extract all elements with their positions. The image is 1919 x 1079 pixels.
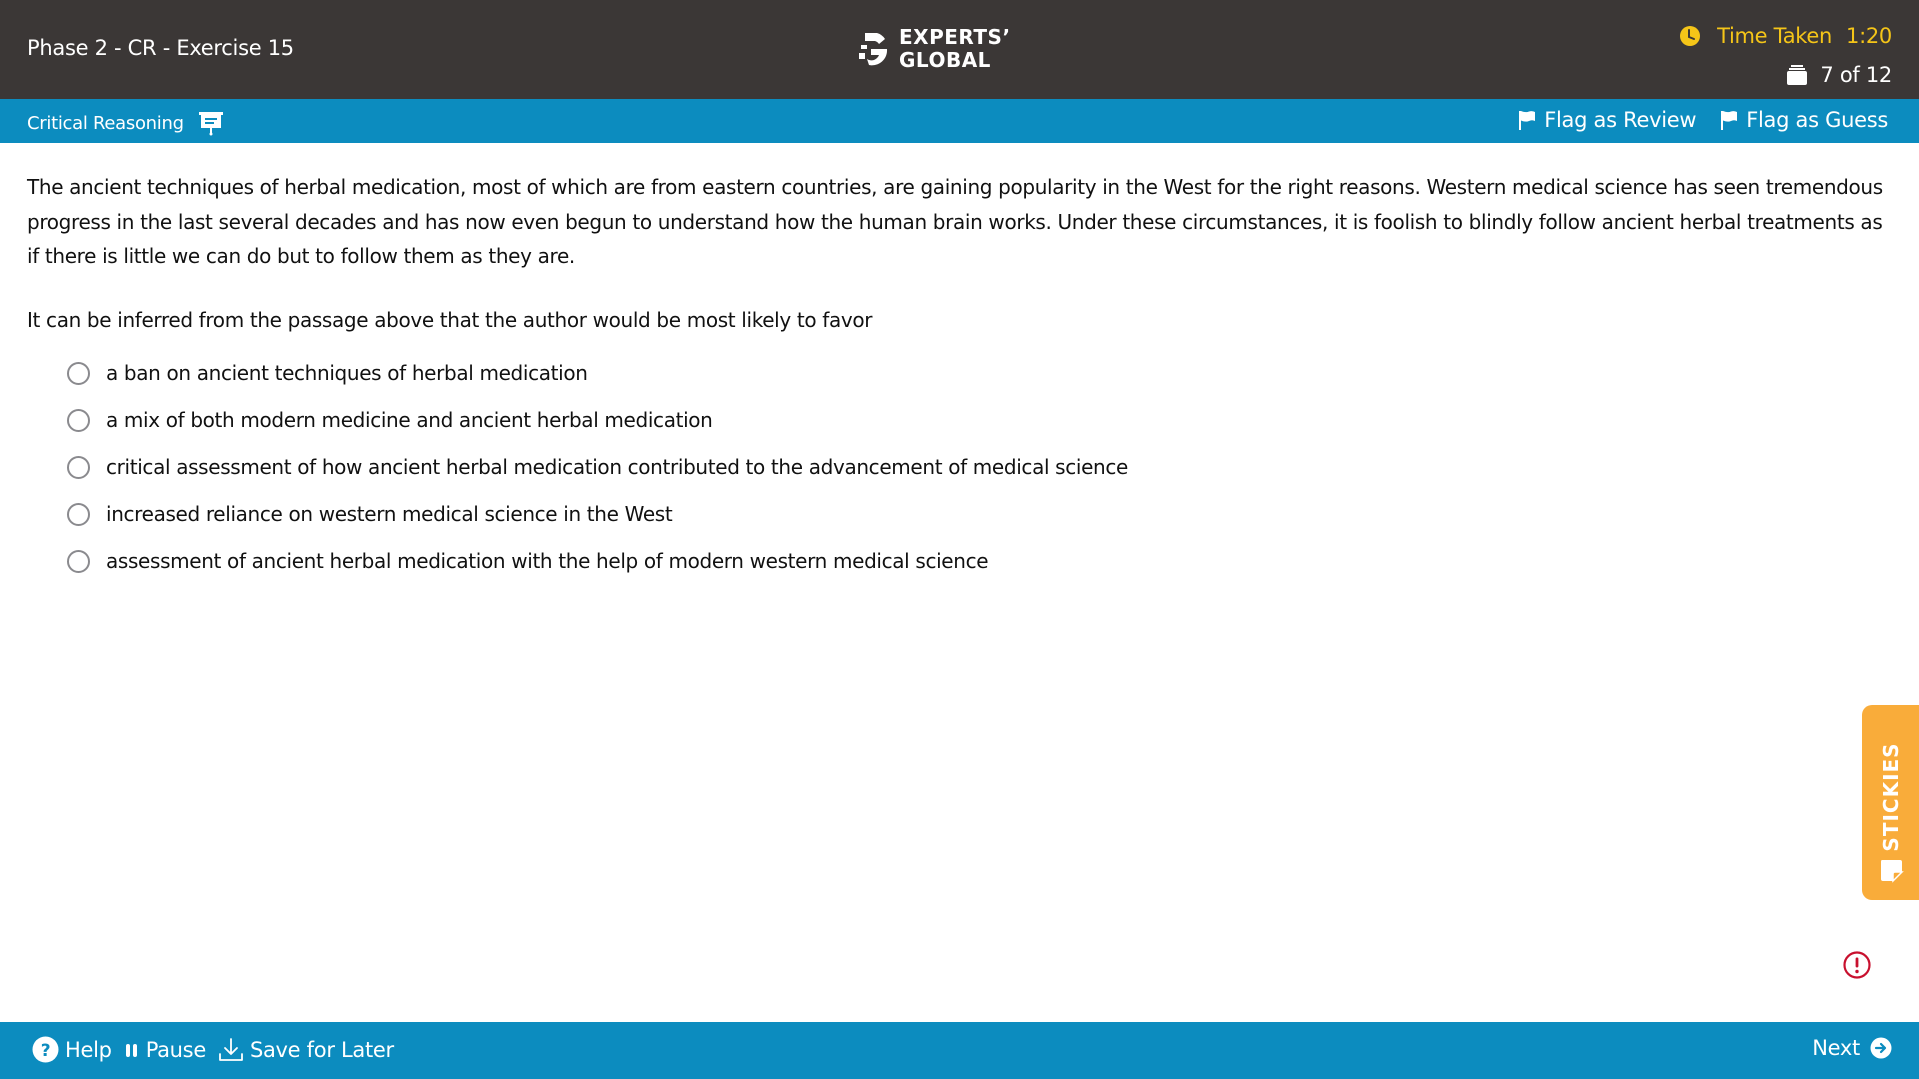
- answer-option-b[interactable]: [67, 397, 1897, 444]
- stickies-label: STICKIES: [1878, 742, 1903, 852]
- next-label: Next: [1812, 1036, 1860, 1060]
- help-icon: [32, 1036, 59, 1063]
- answer-option-label: critical assessment of how ancient herbal medication contributed to the advancement of medical science: [106, 455, 1128, 479]
- passage-text: The ancient techniques of herbal medication, most of which are from eastern countries, are gaining popularity in the West for the right reasons. Western medical science has seen tremendous progress in the last several decades and has now even begun to understand how the human brain works. Under these circumstances, it is foolish to blindly follow ancient herbal treatments as if there is little we can do but to follow them as they are.: [27, 175, 1883, 268]
- flag-as-guess-label: Flag as Guess: [1746, 108, 1888, 132]
- pause-icon: [124, 1042, 140, 1058]
- pause-label: Pause: [145, 1037, 206, 1062]
- svg-text:?: ?: [40, 1041, 51, 1061]
- top-header: [0, 0, 1919, 99]
- help-button[interactable]: [32, 1036, 112, 1063]
- flag-as-review-button[interactable]: [1518, 108, 1696, 132]
- answer-option-c[interactable]: [67, 444, 1897, 491]
- next-button[interactable]: [1812, 1036, 1892, 1060]
- radio-button[interactable]: [67, 503, 90, 526]
- save-for-later-label: Save for Later: [249, 1037, 394, 1062]
- logo-text: [899, 26, 1011, 72]
- question-stem: It can be inferred from the passage above that the author would be most likely to favor: [27, 307, 873, 332]
- flag-icon: [1518, 110, 1536, 130]
- radio-button[interactable]: [67, 409, 90, 432]
- download-icon: [218, 1037, 244, 1063]
- save-for-later-button[interactable]: [218, 1037, 394, 1063]
- time-taken-value: 1:20: [1846, 24, 1892, 48]
- answer-option-label: a ban on ancient techniques of herbal medication: [106, 361, 588, 385]
- logo-line-2: GLOBAL: [899, 48, 991, 72]
- section-label: [27, 110, 224, 136]
- answer-option-label: assessment of ancient herbal medication with the help of modern western medical science: [106, 549, 989, 573]
- stickies-tab[interactable]: [1862, 705, 1919, 900]
- presentation-board-icon[interactable]: [198, 110, 224, 136]
- experts-global-logo: [855, 26, 1011, 72]
- answer-option-a[interactable]: [67, 350, 1897, 397]
- section-name: Critical Reasoning: [27, 112, 184, 134]
- section-bar: [0, 99, 1919, 143]
- flag-as-review-label: Flag as Review: [1544, 108, 1697, 132]
- logo-mark-icon: [855, 27, 891, 71]
- report-issue-icon[interactable]: [1842, 950, 1872, 980]
- pause-button[interactable]: [124, 1038, 206, 1062]
- sticky-note-icon: [1878, 857, 1904, 883]
- time-taken: [1679, 24, 1892, 48]
- logo-line-1: EXPERTS’: [899, 25, 1011, 49]
- question-counter: [1786, 63, 1892, 87]
- answer-option-d[interactable]: [67, 491, 1897, 538]
- question-stack-icon: [1786, 64, 1808, 86]
- answer-option-label: increased reliance on western medical science in the West: [106, 502, 673, 526]
- clock-icon: [1679, 25, 1701, 47]
- answer-options: [67, 350, 1897, 585]
- flag-icon: [1720, 110, 1738, 130]
- exercise-title: Phase 2 - CR - Exercise 15: [27, 36, 294, 60]
- help-label: Help: [65, 1037, 112, 1062]
- time-taken-label: Time Taken: [1717, 24, 1833, 48]
- bottom-left-controls: [32, 1036, 406, 1063]
- arrow-right-circle-icon: [1870, 1037, 1892, 1059]
- question-content: [27, 170, 1897, 585]
- radio-button[interactable]: [67, 362, 90, 385]
- question-counter-text: 7 of 12: [1820, 63, 1892, 87]
- radio-button[interactable]: [67, 456, 90, 479]
- answer-option-e[interactable]: [67, 538, 1897, 585]
- radio-button[interactable]: [67, 550, 90, 573]
- flag-controls: [1518, 108, 1888, 132]
- bottom-toolbar: [0, 1022, 1919, 1079]
- answer-option-label: a mix of both modern medicine and ancient herbal medication: [106, 408, 713, 432]
- flag-as-guess-button[interactable]: [1720, 108, 1888, 132]
